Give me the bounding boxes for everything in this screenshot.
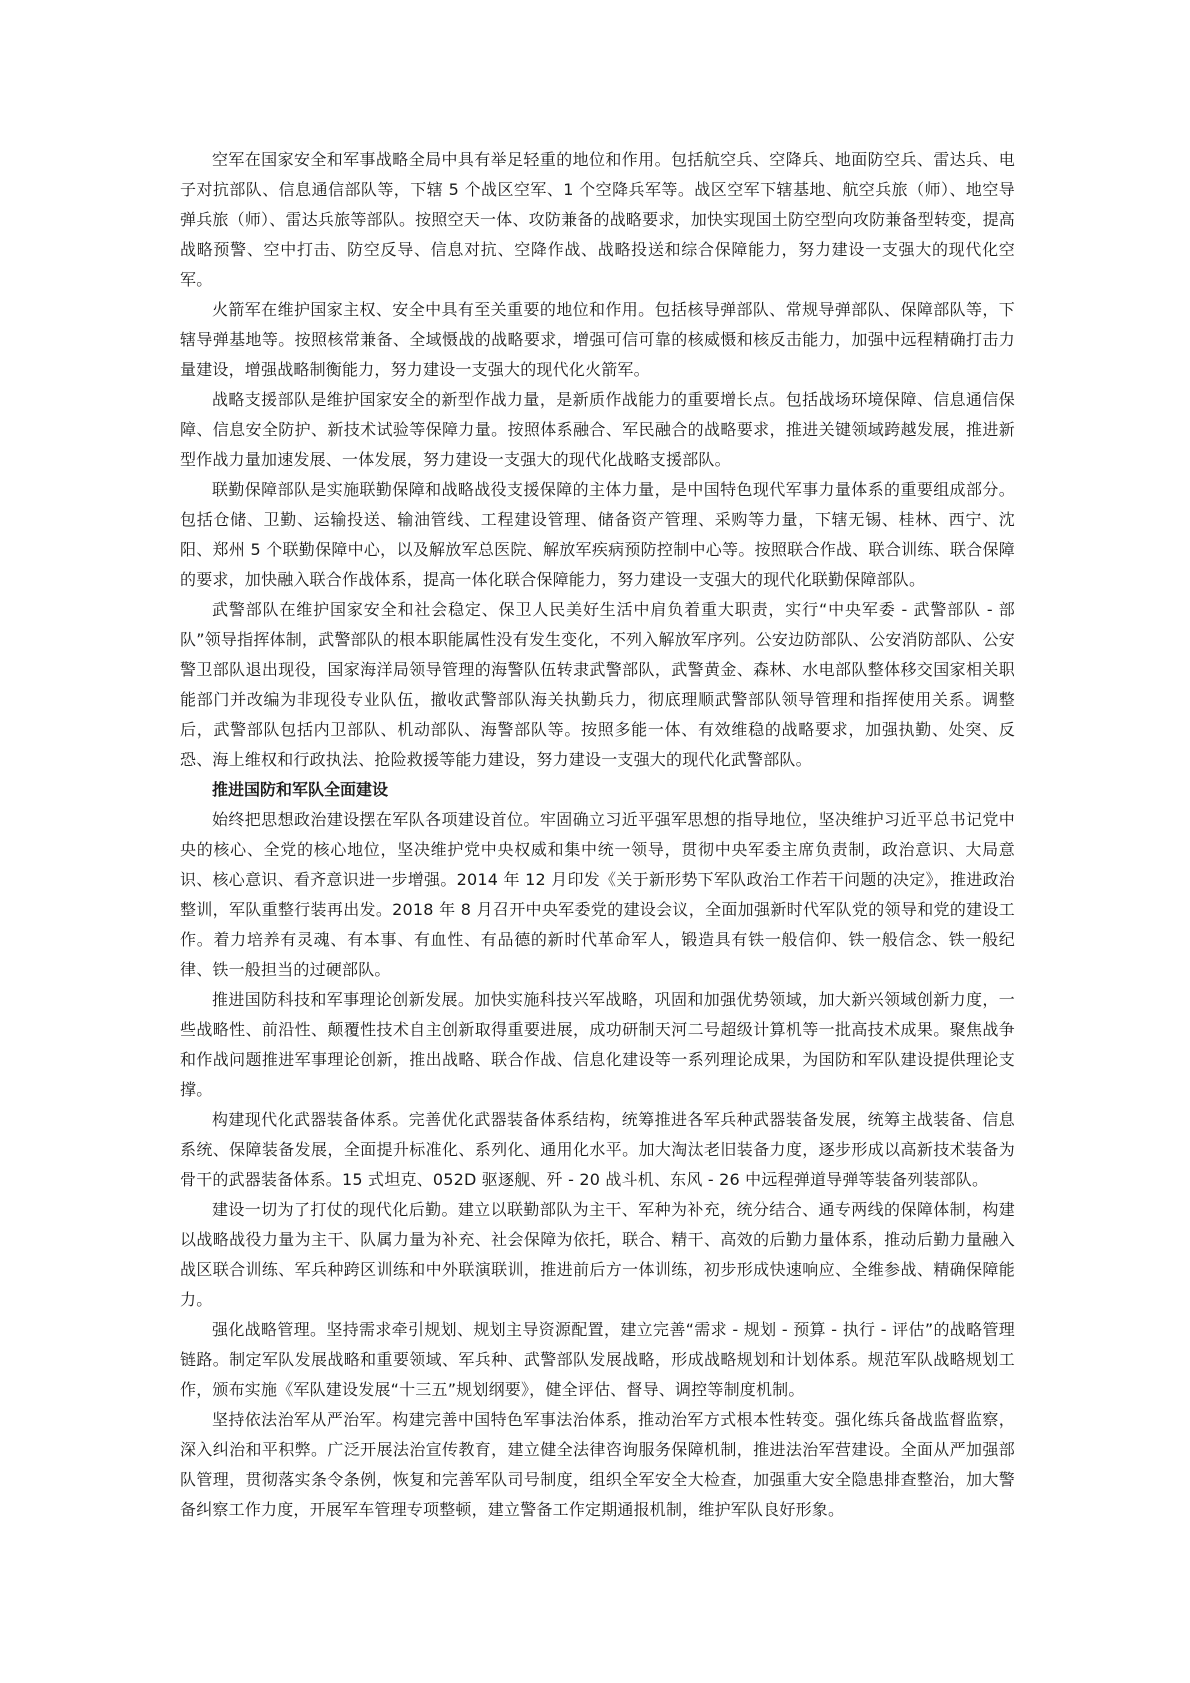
paragraph-science-tech: 推进国防科技和军事理论创新发展。加快实施科技兴军战略，巩固和加强优势领域，加大新兴领域创新力度，一些战略性、前沿性、颠覆性技术自主创新取得重要进展，成功研制天河二号超级计算机等一批高技术成果。聚焦战争和作战问题推进军事理论创新，推出战略、联合作战、信息化建设等一系列理论成果，为国防和军队建设提供理论支撑。	[180, 990, 1015, 1099]
paragraph-logistics-support: 联勤保障部队是实施联勤保障和战略战役支援保障的主体力量，是中国特色现代军事力量体系的重要组成部分。包括仓储、卫勤、运输投送、输油管线、工程建设管理、储备资产管理、采购等力量，下辖无锡、桂林、西宁、沈阳、郑州 5 个联勤保障中心，以及解放军总医院、解放军疾病预防控制中心等。按照联合作战、联合训练、联合保障的要求，加快融入联合作战体系，提高一体化联合保障能力，努力建设一支强大的现代化联勤保障部队。	[180, 480, 1015, 589]
document-page	[180, 145, 1015, 1525]
paragraph-political-building: 始终把思想政治建设摆在军队各项建设首位。牢固确立习近平强军思想的指导地位，坚决维护习近平总书记党中央的核心、全党的核心地位，坚决维护党中央权威和集中统一领导，贯彻中央军委主席负责制，政治意识、大局意识、核心意识、看齐意识进一步增强。2014 年 12 月印发《关于新形势下军队政治工作若干问题的决定》，推进政治整训，军队重整行装再出发。2018 年 8 月召开中央军委党的建设会议，全面加强新时代军队党的领导和党的建设工作。着力培养有灵魂、有本事、有血性、有品德的新时代革命军人，锻造具有铁一般信仰、铁一般信念、铁一般纪律、铁一般担当的过硬部队。	[180, 810, 1015, 979]
paragraph-armed-police: 武警部队在维护国家安全和社会稳定、保卫人民美好生活中肩负着重大职责，实行“中央军委 - 武警部队 - 部队”领导指挥体制，武警部队的根本职能属性没有发生变化，不列入解放军序列。公安边防部队、公安消防部队、公安警卫部队退出现役，国家海洋局领导管理的海警队伍转隶武警部队，武警黄金、森林、水电部队整体移交国家相关职能部门并改编为非现役专业队伍，撤收武警部队海关执勤兵力，彻底理顺武警部队领导管理和指挥使用关系。调整后，武警部队包括内卫部队、机动部队、海警部队等。按照多能一体、有效维稳的战略要求，加强执勤、处突、反恐、海上维权和行政执法、抢险救援等能力建设，努力建设一支强大的现代化武警部队。	[180, 600, 1015, 769]
paragraph-logistics: 建设一切为了打仗的现代化后勤。建立以联勤部队为主干、军种为补充，统分结合、通专两线的保障体制，构建以战略战役力量为主干、队属力量为补充、社会保障为依托，联合、精干、高效的后勤力量体系，推动后勤力量融入战区联合训练、军兵种跨区训练和中外联演联训，推进前后方一体训练，初步形成快速响应、全维参战、精确保障能力。	[180, 1200, 1015, 1309]
paragraph-rule-of-law: 坚持依法治军从严治军。构建完善中国特色军事法治体系，推动治军方式根本性转变。强化练兵备战监督监察，深入纠治和平积弊。广泛开展法治宣传教育，建立健全法律咨询服务保障机制，推进法治军营建设。全面从严加强部队管理，贯彻落实条令条例，恢复和完善军队司号制度，组织全军安全大检查，加强重大安全隐患排查整治，加大警备纠察工作力度，开展军车管理专项整顿，建立警备工作定期通报机制，维护军队良好形象。	[180, 1410, 1015, 1519]
paragraph-strategic-support: 战略支援部队是维护国家安全的新型作战力量，是新质作战能力的重要增长点。包括战场环境保障、信息通信保障、信息安全防护、新技术试验等保障力量。按照体系融合、军民融合的战略要求，推进关键领域跨越发展，推进新型作战力量加速发展、一体发展，努力建设一支强大的现代化战略支援部队。	[180, 390, 1015, 469]
section-heading: 推进国防和军队全面建设	[212, 780, 389, 799]
paragraph-rocket-force: 火箭军在维护国家主权、安全中具有至关重要的地位和作用。包括核导弹部队、常规导弹部队、保障部队等，下辖导弹基地等。按照核常兼备、全域慑战的战略要求，增强可信可靠的核威慑和核反击能力，加强中远程精确打击力量建设，增强战略制衡能力，努力建设一支强大的现代化火箭军。	[180, 300, 1015, 379]
paragraph-air-force: 空军在国家安全和军事战略全局中具有举足轻重的地位和作用。包括航空兵、空降兵、地面防空兵、雷达兵、电子对抗部队、信息通信部队等，下辖 5 个战区空军、1 个空降兵军等。战区空军下辖基地、航空兵旅（师）、地空导弹兵旅（师）、雷达兵旅等部队。按照空天一体、攻防兼备的战略要求，加快实现国土防空型向攻防兼备型转变，提高战略预警、空中打击、防空反导、信息对抗、空降作战、战略投送和综合保障能力，努力建设一支强大的现代化空军。	[180, 150, 1015, 289]
paragraph-weapons-equipment: 构建现代化武器装备体系。完善优化武器装备体系结构，统筹推进各军兵种武器装备发展，统筹主战装备、信息系统、保障装备发展，全面提升标准化、系列化、通用化水平。加大淘汰老旧装备力度，逐步形成以高新技术装备为骨干的武器装备体系。15 式坦克、052D 驱逐舰、歼 - 20 战斗机、东风 - 26 中远程弹道导弹等装备列装部队。	[180, 1110, 1015, 1189]
paragraph-strategic-management: 强化战略管理。坚持需求牵引规划、规划主导资源配置，建立完善“需求 - 规划 - 预算 - 执行 - 评估”的战略管理链路。制定军队发展战略和重要领域、军兵种、武警部队发展战略，形成战略规划和计划体系。规范军队战略规划工作，颁布实施《军队建设发展“十三五”规划纲要》，健全评估、督导、调控等制度机制。	[180, 1320, 1015, 1399]
